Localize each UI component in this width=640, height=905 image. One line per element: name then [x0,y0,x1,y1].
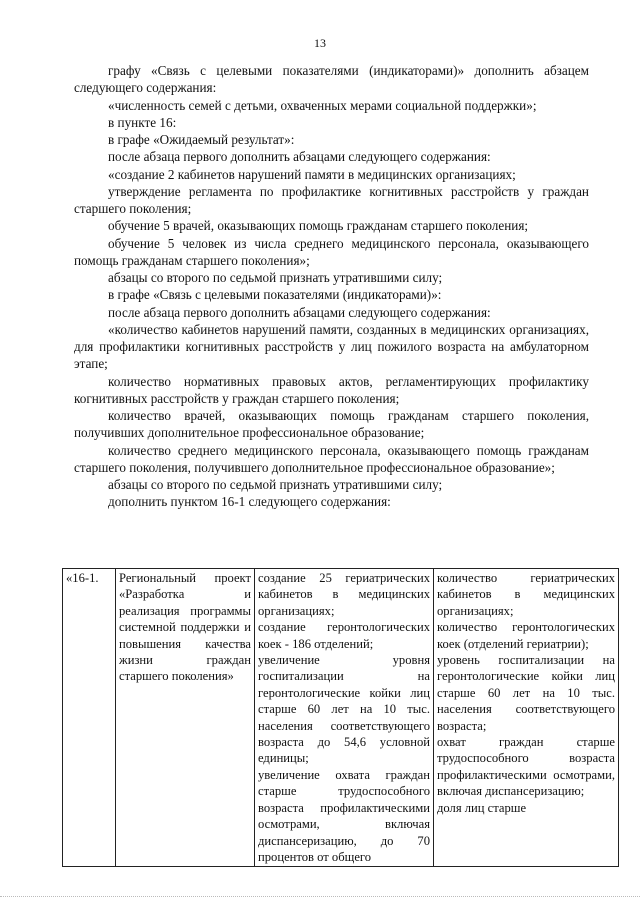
paragraph: количество среднего медицинского персонала, оказывающего помощь гражданам старшего поколения, получившего дополнительное профессиональное образование»; [74,442,589,475]
paragraph: утверждение регламента по профилактике когнитивных расстройств у граждан старшего поколения; [74,183,589,216]
document-body [74,62,589,511]
paragraph: «численность семей с детьми, охваченных мерами социальной поддержки»; [108,97,537,113]
expected-result-item: увеличение уровня госпитализации на геронтологические койки лиц старше 60 лет на 10 тыс. населения соответствующего возраста до 54,6 условной единицы; [258,653,430,766]
indicators-cell [434,569,619,867]
paragraph: количество нормативных правовых актов, регламентирующих профилактику когнитивных расстройств у граждан старшего поколения; [74,373,589,406]
item-number-cell [63,569,116,867]
paragraph: обучение 5 врачей, оказывающих помощь гражданам старшего поколения; [108,218,529,234]
page-number: 13 [314,36,326,50]
indicator-item: количество гериатрических кабинетов в медицинских организациях; [437,571,615,618]
paragraph: дополнить пунктом 16-1 следующего содержания: [108,494,391,510]
paragraph: «количество кабинетов нарушений памяти, созданных в медицинских организациях, для профилактики когнитивных расстройств у лиц пожилого возраста на амбулаторном этапе; [74,321,589,372]
expected-results-cell [255,569,434,867]
indicator-item: уровень госпитализации на геронтологические койки лиц старше 60 лет на 10 тыс. населения соответствующего возраста; [437,653,615,733]
paragraph: в графе «Ожидаемый результат»: [108,132,295,147]
indicator-item: количество геронтологических коек (отделений гериатрии); [437,620,615,651]
paragraph: обучение 5 человек из числа среднего медицинского персонала, оказывающего помощь гражданам старшего поколения»; [74,235,589,268]
paragraph: графу «Связь с целевыми показателями (индикаторами)» дополнить абзацем следующего содержания: [74,63,589,96]
amendment-table [62,568,619,867]
paragraph: после абзаца первого дополнить абзацами следующего содержания: [108,149,491,165]
paragraph: после абзаца первого дополнить абзацами следующего содержания: [108,304,491,320]
indicator-item: охват граждан старше трудоспособного возраста профилактическими осмотрами, включая диспансеризацию; [437,735,615,799]
page-bottom-edge [0,896,640,897]
expected-result-item: создание 25 гериатрических кабинетов в медицинских организациях; [258,571,430,618]
paragraph: «создание 2 кабинетов нарушений памяти в медицинских организациях; [108,166,516,182]
paragraph: абзацы со второго по седьмой признать утратившими силу; [108,270,443,285]
paragraph: в графе «Связь с целевыми показателями (индикаторами)»: [108,287,442,303]
project-name: Региональный проект «Разработка и реализация программы системной поддержки и повышения качества жизни граждан старшего поколения» [119,571,251,684]
item-number: «16-1. [66,571,99,585]
table-row [63,569,619,867]
expected-result-item: увеличение охвата граждан старше трудоспособного возраста профилактическими осмотрами, включая диспансеризацию, до 70 процентов от общего [258,767,430,864]
paragraph: количество врачей, оказывающих помощь гражданам старшего поколения, получивших дополнительное профессиональное образование; [74,408,589,441]
paragraph: абзацы со второго по седьмой признать утратившими силу; [108,477,443,492]
project-name-cell [116,569,255,867]
expected-result-item: создание геронтологических коек - 186 отделений; [258,620,430,651]
indicator-item: доля лиц старше [437,800,527,815]
paragraph: в пункте 16: [108,114,177,130]
